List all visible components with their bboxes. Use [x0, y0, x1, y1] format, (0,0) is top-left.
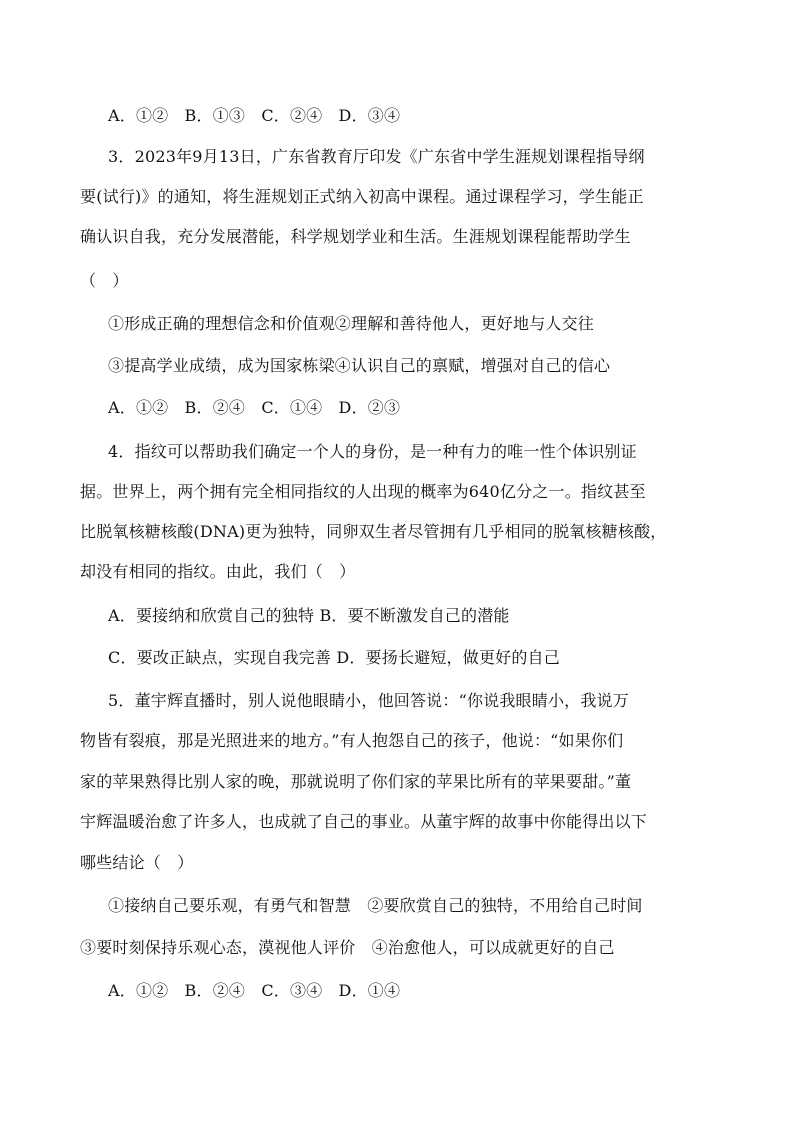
q5-statement-3-4: ③要时刻保持乐观心态，漠视他人评价 ④治愈他人，可以成就更好的自己 [80, 938, 615, 957]
q5-stem-line-2: 物皆有裂痕，那是光照进来的地方。”有人抱怨自己的孩子，他说：“如果你们 [80, 731, 624, 750]
q4-stem-line-3: 比脱氧核糖核酸(DNA)更为独特，同卵双生者尽管拥有几乎相同的脱氧核糖核酸， [80, 522, 667, 541]
q3-answer-blank: （ ） [80, 271, 129, 290]
q3-answer-options: A．①② B．②④ C．①④ D．②③ [108, 398, 401, 417]
q3-stem-line-1: 3．2023年9月13日，广东省教育厅印发《广东省中学生涯规划课程指导纲 [108, 147, 645, 166]
q4-options-c-d: C．要改正缺点，实现自我完善 D．要扬长避短，做更好的自己 [108, 648, 560, 667]
q5-stem-line-5: 哪些结论（ ） [80, 853, 194, 872]
q3-statement-1-2: ①形成正确的理想信念和价值观②理解和善待他人，更好地与人交往 [108, 314, 595, 333]
q2-answer-options: A．①② B．①③ C．②④ D．③④ [108, 106, 401, 125]
q3-stem-line-2: 要(试行)》的通知，将生涯规划正式纳入初高中课程。通过课程学习，学生能正 [80, 187, 644, 206]
q5-statement-1-2: ①接纳自己要乐观，有勇气和智慧 ②要欣赏自己的独特，不用给自己时间 [108, 896, 643, 915]
q4-options-a-b: A．要接纳和欣赏自己的独特 B．要不断激发自己的潜能 [108, 606, 510, 625]
q3-statement-3-4: ③提高学业成绩，成为国家栋梁④认识自己的禀赋，增强对自己的信心 [108, 356, 611, 375]
q5-stem-line-1: 5．董宇辉直播时，别人说他眼睛小，他回答说：“你说我眼睛小，我说万 [108, 691, 629, 710]
q5-answer-options: A．①② B．②④ C．③④ D．①④ [108, 981, 401, 1000]
q4-stem-line-2: 据。世界上，两个拥有完全相同指纹的人出现的概率为640亿分之一。指纹甚至 [80, 482, 646, 501]
q5-stem-line-4: 宇辉温暖治愈了许多人，也成就了自己的事业。从董宇辉的故事中你能得出以下 [80, 812, 648, 831]
q4-stem-line-1: 4．指纹可以帮助我们确定一个人的身份，是一种有力的唯一性个体识别证 [108, 442, 637, 461]
q4-stem-line-4: 却没有相同的指纹。由此，我们（ ） [80, 562, 356, 581]
q5-stem-line-3: 家的苹果熟得比别人家的晚，那就说明了你们家的苹果比所有的苹果要甜。”董 [80, 772, 632, 791]
q3-stem-line-3: 确认识自我，充分发展潜能，科学规划学业和生活。生涯规划课程能帮助学生 [80, 227, 631, 246]
